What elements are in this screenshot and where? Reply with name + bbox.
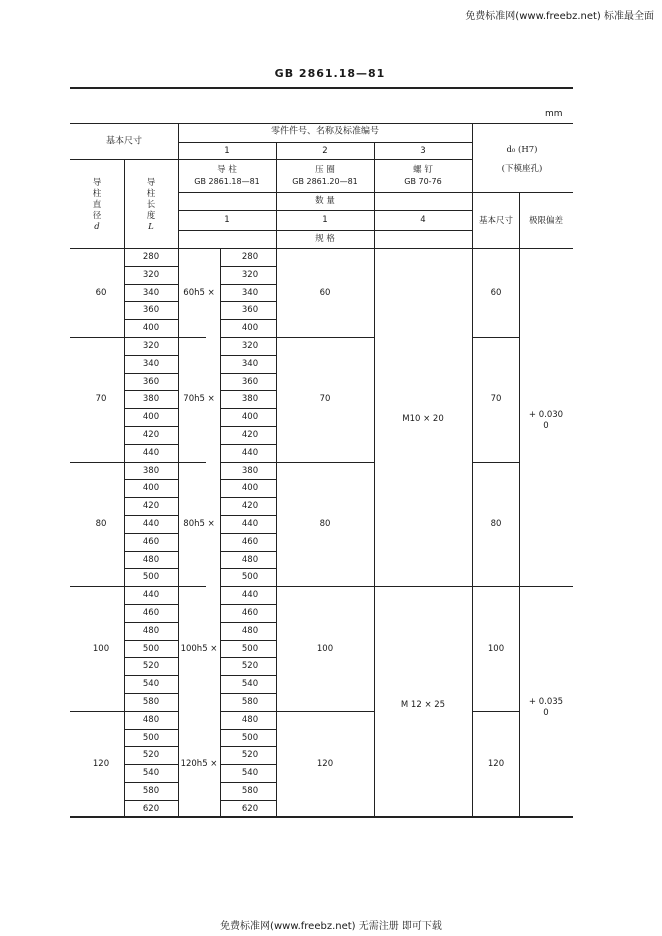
- length-cell: 580: [142, 696, 160, 707]
- length-cell: 440: [142, 447, 160, 458]
- part-no-1: 1: [224, 145, 230, 156]
- screw-spec-1: M10 × 20: [402, 413, 444, 424]
- spec-length-cell: 500: [241, 732, 259, 743]
- row-rule: [220, 444, 276, 445]
- group-rule: [472, 462, 519, 463]
- group-rule: [70, 711, 178, 712]
- col-rule: [124, 159, 125, 816]
- length-cell: 540: [142, 678, 160, 689]
- diameter-cell: 70: [95, 394, 107, 405]
- spec-length-cell: 320: [241, 340, 259, 351]
- header-rule: [472, 192, 573, 193]
- header-rule: [178, 192, 472, 193]
- row-rule: [124, 497, 178, 498]
- base-hole-size-cell: 100: [487, 643, 505, 654]
- base-hole-size-cell: 60: [490, 287, 502, 298]
- group-rule: [70, 462, 206, 463]
- row-rule: [124, 782, 178, 783]
- spec-length-cell: 480: [241, 625, 259, 636]
- spec-length-cell: 460: [241, 607, 259, 618]
- ring-size-cell: 120: [316, 758, 334, 769]
- part-name-3: 螺 钉: [413, 164, 433, 175]
- row-rule: [220, 301, 276, 302]
- row-rule: [124, 515, 178, 516]
- spec-length-cell: 340: [241, 287, 259, 298]
- row-rule: [220, 408, 276, 409]
- length-cell: 440: [142, 589, 160, 600]
- spec-length-cell: 520: [241, 661, 259, 672]
- ring-size-cell: 60: [319, 287, 331, 298]
- length-cell: 580: [142, 785, 160, 796]
- site-note: 免费标准网(www.freebz.net) 标准最全面: [465, 11, 654, 22]
- basic-size-header: 基本尺寸: [105, 136, 143, 147]
- col-rule: [178, 123, 179, 816]
- col-rule: [374, 142, 375, 816]
- spec-length-cell: 280: [241, 251, 259, 262]
- row-rule: [220, 800, 276, 801]
- row-rule: [124, 746, 178, 747]
- row-rule: [124, 444, 178, 445]
- ring-size-cell: 80: [319, 518, 331, 529]
- part-std-1: GB 2861.18—81: [194, 177, 260, 186]
- tolerance-1-upper: + 0.030: [528, 409, 564, 420]
- length-cell: 480: [142, 714, 160, 725]
- row-rule: [124, 266, 178, 267]
- col-rule: [220, 586, 221, 711]
- length-cell: 420: [142, 500, 160, 511]
- col-d-header: 导 柱 直 径 d: [92, 178, 102, 232]
- row-rule: [220, 568, 276, 569]
- spec-length-cell: 500: [241, 643, 259, 654]
- row-rule: [220, 515, 276, 516]
- spec-length-cell: 540: [241, 678, 259, 689]
- length-cell: 620: [142, 803, 160, 814]
- standard-title: GB 2861.18—81: [274, 67, 386, 80]
- spec-length-cell: 620: [241, 803, 259, 814]
- d0-sub: (下模座孔): [501, 163, 543, 174]
- ring-size-cell: 70: [319, 394, 331, 405]
- part-no-3: 3: [420, 145, 426, 156]
- length-cell: 320: [142, 340, 160, 351]
- row-rule: [220, 675, 276, 676]
- spec-length-cell: 460: [241, 536, 259, 547]
- row-rule: [124, 568, 178, 569]
- tolerance-2-upper: + 0.035: [528, 696, 564, 707]
- group-rule: [220, 711, 374, 712]
- row-rule: [124, 479, 178, 480]
- spec-label: 规 格: [315, 233, 335, 244]
- col-L-header: 导 柱 长 度 L: [146, 178, 156, 232]
- row-rule: [220, 373, 276, 374]
- spec-length-cell: 540: [241, 767, 259, 778]
- row-rule: [124, 355, 178, 356]
- group-rule: [70, 337, 206, 338]
- row-rule: [220, 640, 276, 641]
- qty-2: 1: [322, 214, 328, 225]
- spec-length-cell: 340: [241, 358, 259, 369]
- part-no-2: 2: [322, 145, 328, 156]
- footer-note: 免费标准网(www.freebz.net) 无需注册 即可下载: [220, 921, 442, 932]
- row-rule: [124, 800, 178, 801]
- row-rule: [220, 657, 276, 658]
- spec-length-cell: 400: [241, 322, 259, 333]
- row-rule: [124, 373, 178, 374]
- col-rule: [220, 462, 221, 587]
- length-cell: 460: [142, 607, 160, 618]
- ring-size-cell: 100: [316, 643, 334, 654]
- header-rule: [178, 159, 472, 160]
- spec-cell: 60h5 ×: [183, 287, 215, 298]
- row-rule: [220, 622, 276, 623]
- row-rule: [220, 764, 276, 765]
- spec-length-cell: 480: [241, 714, 259, 725]
- table-bottom-rule: [70, 816, 573, 818]
- row-rule: [124, 622, 178, 623]
- length-cell: 280: [142, 251, 160, 262]
- spec-length-cell: 380: [241, 465, 259, 476]
- spec-length-cell: 580: [241, 696, 259, 707]
- spec-cell: 100h5 ×: [180, 643, 218, 654]
- length-cell: 480: [142, 625, 160, 636]
- spec-length-cell: 440: [241, 589, 259, 600]
- length-cell: 360: [142, 376, 160, 387]
- col-rule: [472, 123, 473, 816]
- title-rule: [70, 87, 573, 89]
- length-cell: 320: [142, 269, 160, 280]
- row-rule: [220, 266, 276, 267]
- spec-length-cell: 580: [241, 785, 259, 796]
- base-hole-size-cell: 80: [490, 518, 502, 529]
- row-rule: [220, 426, 276, 427]
- group-rule: [70, 586, 206, 587]
- length-cell: 440: [142, 518, 160, 529]
- length-cell: 520: [142, 750, 160, 761]
- length-cell: 500: [142, 572, 160, 583]
- diameter-cell: 60: [95, 287, 107, 298]
- row-rule: [124, 319, 178, 320]
- spec-length-cell: 440: [241, 447, 259, 458]
- base-hole-size-cell: 70: [490, 394, 502, 405]
- spec-cell: 70h5 ×: [183, 394, 215, 405]
- row-rule: [124, 604, 178, 605]
- length-cell: 540: [142, 767, 160, 778]
- length-cell: 400: [142, 322, 160, 333]
- base-hole-size-cell: 120: [487, 758, 505, 769]
- row-rule: [220, 479, 276, 480]
- col-rule: [276, 142, 277, 816]
- row-rule: [220, 390, 276, 391]
- group-rule: [220, 337, 374, 338]
- spec-length-cell: 420: [241, 429, 259, 440]
- row-rule: [220, 729, 276, 730]
- length-cell: 500: [142, 643, 160, 654]
- qty-3: 4: [420, 214, 426, 225]
- row-rule: [220, 533, 276, 534]
- tolerance-1-lower: 0: [543, 420, 549, 431]
- row-rule: [124, 764, 178, 765]
- spec-length-cell: 360: [241, 305, 259, 316]
- diameter-cell: 80: [95, 518, 107, 529]
- row-rule: [220, 782, 276, 783]
- length-cell: 420: [142, 429, 160, 440]
- part-std-3: GB 70-76: [404, 177, 442, 186]
- length-cell: 500: [142, 732, 160, 743]
- spec-length-cell: 480: [241, 554, 259, 565]
- header-rule: [178, 230, 472, 231]
- col-rule: [220, 337, 221, 462]
- part-name-1: 导 柱: [217, 164, 237, 175]
- row-rule: [220, 604, 276, 605]
- length-cell: 340: [142, 358, 160, 369]
- screw-spec-2: M 12 × 25: [400, 699, 446, 710]
- length-cell: 380: [142, 394, 160, 405]
- col-rule: [519, 192, 520, 816]
- tolerance-2-lower: 0: [543, 707, 549, 718]
- table-top-rule: [70, 123, 573, 124]
- row-rule: [124, 693, 178, 694]
- length-cell: 480: [142, 554, 160, 565]
- row-rule: [124, 390, 178, 391]
- header-bottom-rule: [70, 248, 573, 249]
- row-rule: [124, 551, 178, 552]
- row-rule: [124, 408, 178, 409]
- row-rule: [124, 426, 178, 427]
- row-rule: [220, 319, 276, 320]
- spec-length-cell: 500: [241, 572, 259, 583]
- spec-length-cell: 320: [241, 269, 259, 280]
- group-rule: [220, 462, 374, 463]
- row-rule: [220, 746, 276, 747]
- spec-length-cell: 380: [241, 394, 259, 405]
- length-cell: 380: [142, 465, 160, 476]
- row-rule: [124, 301, 178, 302]
- length-cell: 400: [142, 411, 160, 422]
- group-rule: [472, 337, 519, 338]
- row-rule: [220, 693, 276, 694]
- col-rule: [220, 711, 221, 818]
- spec-length-cell: 400: [241, 411, 259, 422]
- spec-length-cell: 400: [241, 483, 259, 494]
- row-rule: [220, 551, 276, 552]
- row-rule: [124, 657, 178, 658]
- parts-header: 零件件号、名称及标准编号: [270, 126, 380, 137]
- header-rule: [178, 210, 472, 211]
- tolerance-header: 极限偏差: [528, 215, 564, 226]
- length-cell: 400: [142, 483, 160, 494]
- d0-label: d₀ (H7): [506, 144, 538, 155]
- length-cell: 520: [142, 661, 160, 672]
- class-rule: [374, 586, 573, 587]
- header-rule: [178, 142, 472, 143]
- group-rule: [472, 711, 519, 712]
- spec-length-cell: 440: [241, 518, 259, 529]
- length-cell: 340: [142, 287, 160, 298]
- row-rule: [124, 284, 178, 285]
- length-cell: 460: [142, 536, 160, 547]
- length-cell: 360: [142, 305, 160, 316]
- part-std-2: GB 2861.20—81: [292, 177, 358, 186]
- qty-1: 1: [224, 214, 230, 225]
- spec-cell: 80h5 ×: [183, 518, 215, 529]
- part-name-2: 压 圈: [315, 164, 335, 175]
- col-rule: [220, 248, 221, 337]
- basic-size-header-2: 基本尺寸: [478, 215, 514, 226]
- row-rule: [124, 675, 178, 676]
- row-rule: [220, 284, 276, 285]
- group-rule: [220, 586, 374, 587]
- spec-cell: 120h5 ×: [180, 758, 218, 769]
- row-rule: [124, 729, 178, 730]
- row-rule: [124, 533, 178, 534]
- spec-length-cell: 360: [241, 376, 259, 387]
- spec-length-cell: 420: [241, 500, 259, 511]
- diameter-cell: 120: [92, 758, 110, 769]
- spec-length-cell: 520: [241, 750, 259, 761]
- row-rule: [220, 355, 276, 356]
- unit-label: mm: [545, 109, 563, 119]
- row-rule: [220, 497, 276, 498]
- qty-label: 数 量: [315, 195, 335, 206]
- row-rule: [124, 640, 178, 641]
- diameter-cell: 100: [92, 643, 110, 654]
